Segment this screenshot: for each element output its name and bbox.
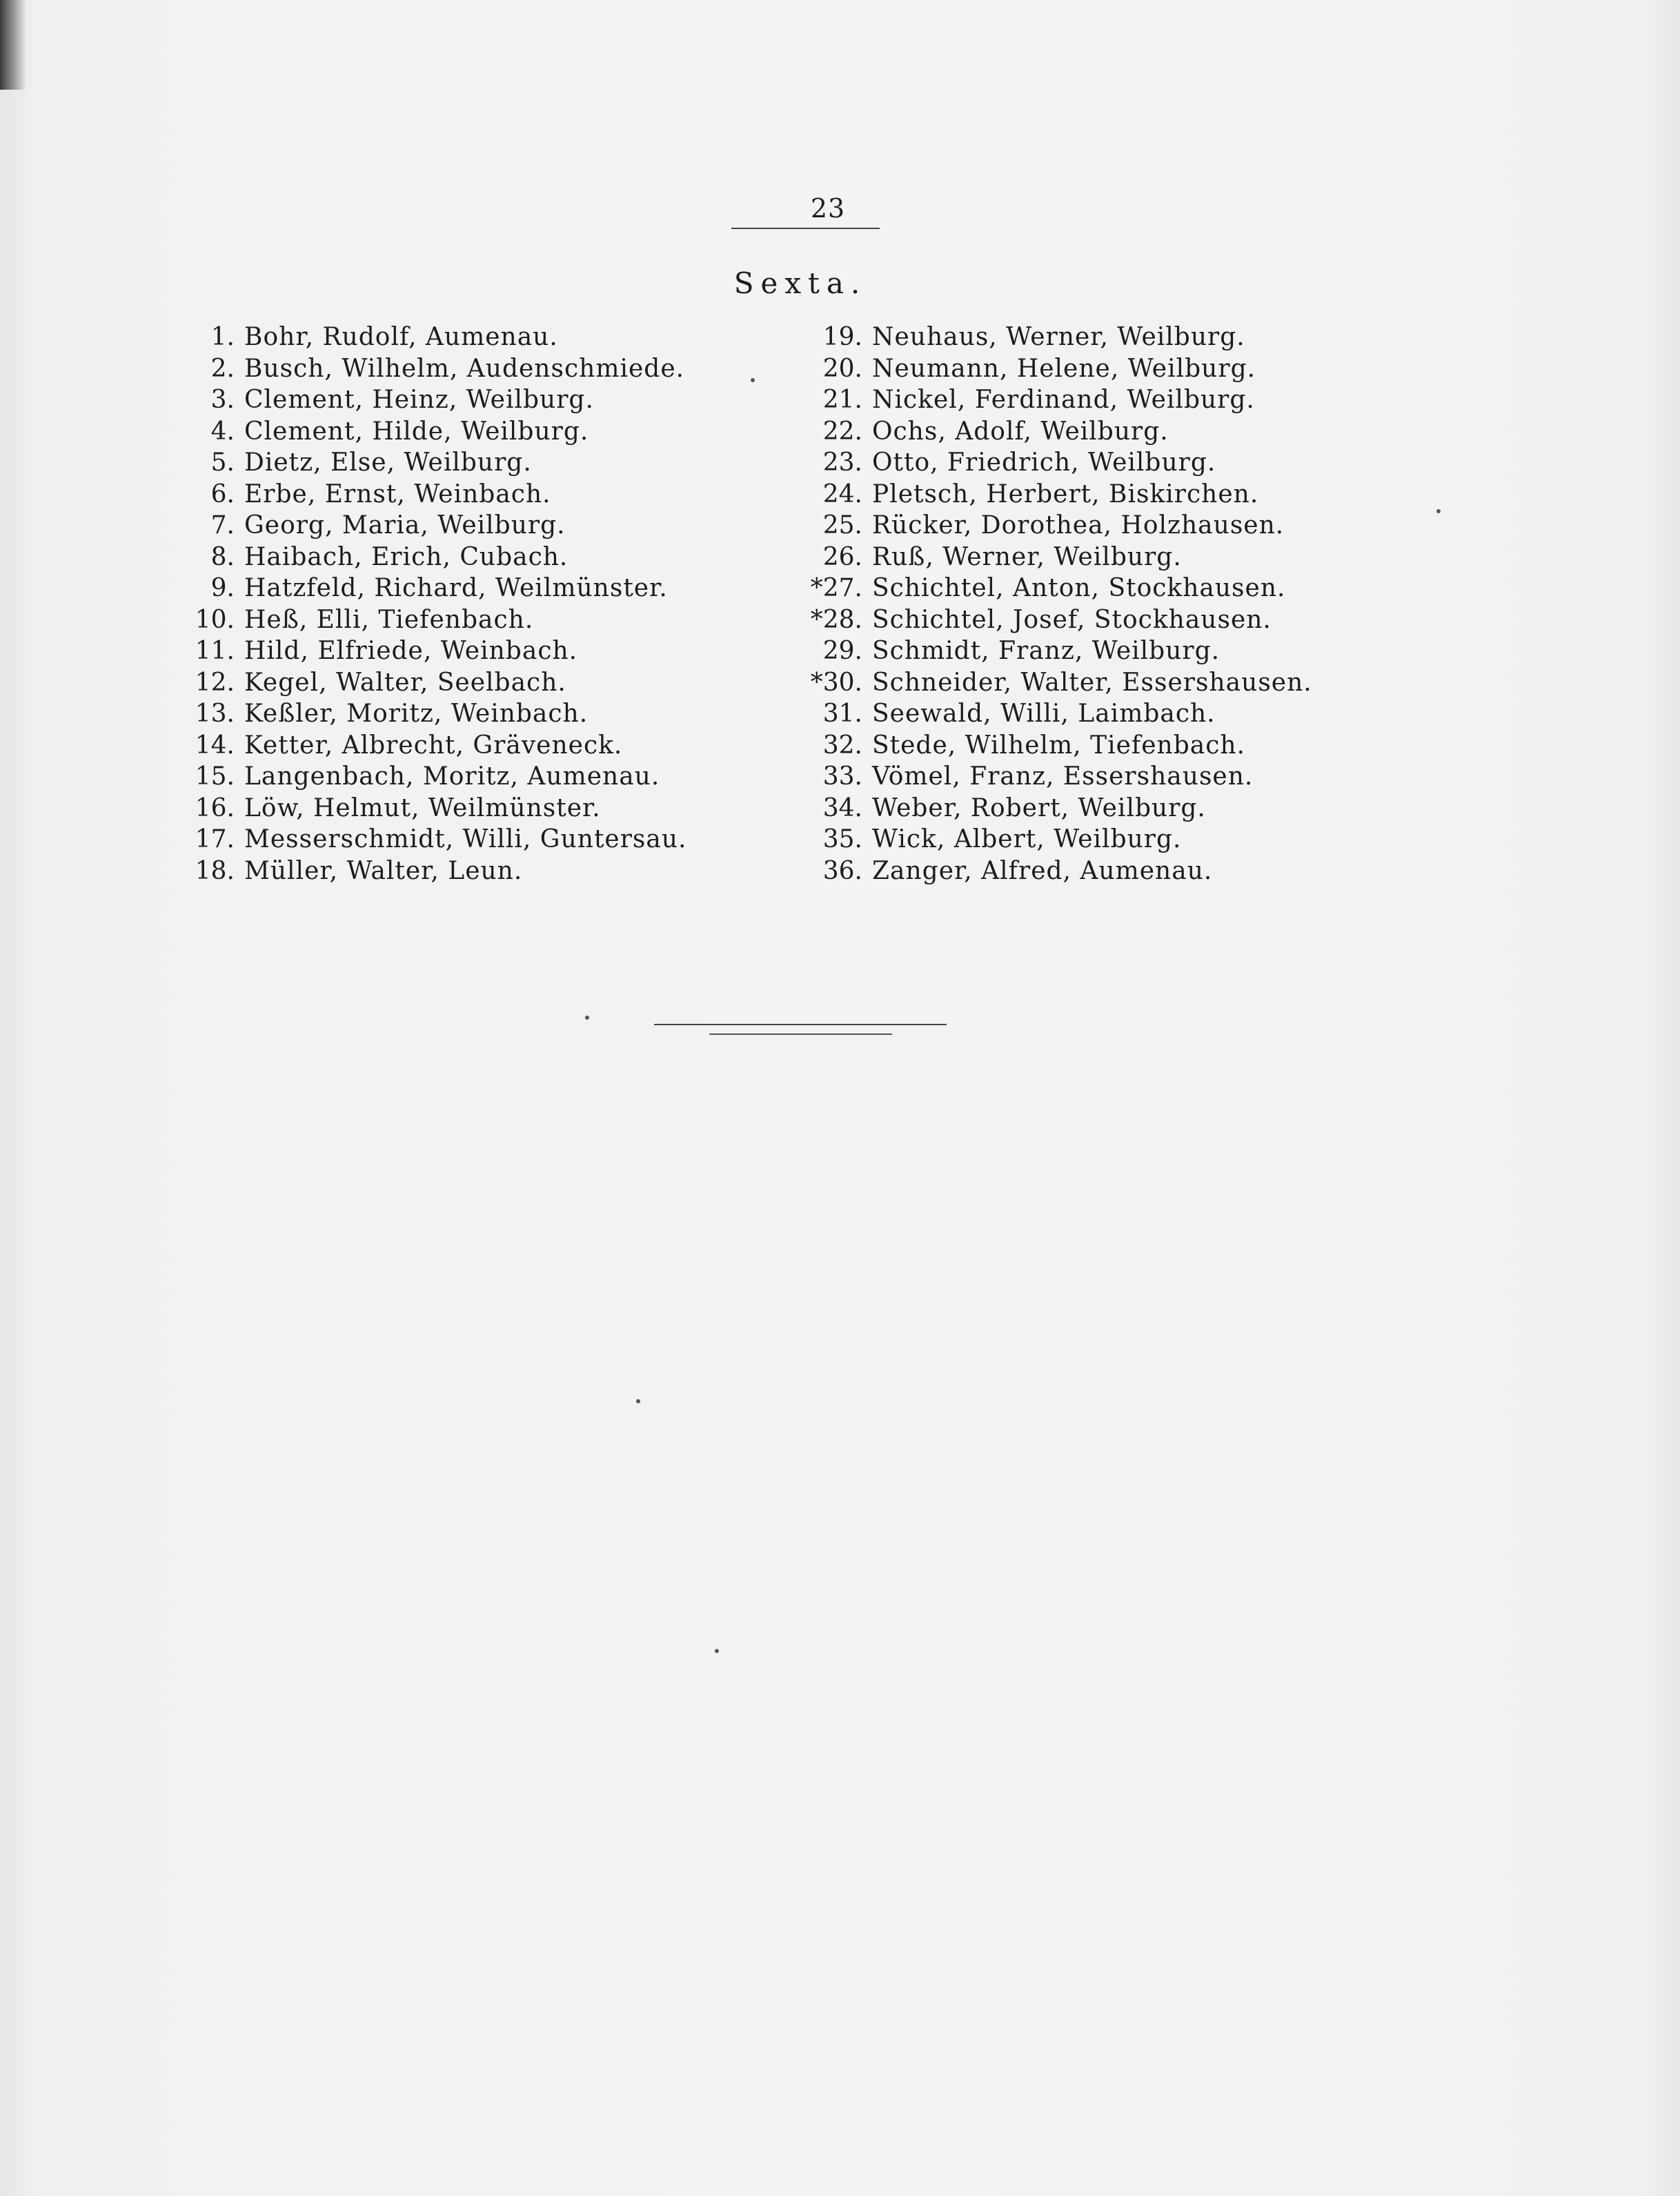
student-entry: [793, 855, 1312, 887]
entry-number: 1.: [210, 323, 235, 351]
student-entry: [793, 384, 1312, 416]
student-list-right: [793, 322, 1312, 887]
entry-name: Schichtel, Anton, Stockhausen.: [872, 574, 1286, 602]
student-entry: [793, 667, 1312, 699]
entry-name: Heß, Elli, Tiefenbach.: [244, 605, 534, 634]
student-entry: [166, 855, 687, 887]
entry-name: Haibach, Erich, Cubach.: [244, 542, 569, 571]
entry-number: 26.: [822, 542, 862, 571]
entry-number: 17.: [195, 825, 235, 853]
entry-name: Messerschmidt, Willi, Guntersau.: [244, 825, 687, 853]
paper-speck: [751, 378, 755, 382]
entry-name: Busch, Wilhelm, Audenschmiede.: [244, 354, 685, 383]
student-entry: [793, 730, 1312, 762]
entry-name: Georg, Maria, Weilburg.: [244, 511, 566, 540]
entry-number: 35.: [822, 825, 862, 853]
closing-rule-short: [709, 1033, 892, 1035]
entry-number: 16.: [195, 793, 235, 822]
entry-number: 4.: [210, 417, 235, 446]
entry-number: 11.: [195, 637, 235, 665]
entry-name: Zanger, Alfred, Aumenau.: [872, 856, 1213, 885]
entry-number: 25.: [822, 511, 862, 540]
paper-speck: [585, 1016, 589, 1020]
student-entry: [166, 384, 687, 416]
entry-name: Schneider, Walter, Essershausen.: [872, 668, 1312, 697]
entry-number: *30.: [810, 668, 862, 697]
entry-number: 29.: [822, 637, 862, 665]
student-entry: [166, 416, 687, 448]
entry-number: 33.: [822, 762, 862, 791]
student-entry: [793, 510, 1312, 542]
entry-number: 8.: [210, 542, 235, 571]
student-entry: [793, 793, 1312, 824]
binding-edge-mark: [0, 0, 26, 90]
student-entry: [793, 542, 1312, 573]
entry-name: Schmidt, Franz, Weilburg.: [872, 637, 1221, 665]
student-entry: [166, 322, 687, 353]
student-entry: [793, 353, 1312, 385]
student-entry: [166, 824, 687, 855]
entry-number: 32.: [822, 731, 862, 760]
student-entry: [166, 667, 687, 699]
student-entry: [166, 573, 687, 604]
entry-number: *28.: [810, 605, 862, 634]
student-entry: [166, 761, 687, 793]
student-entry: [166, 447, 687, 479]
entry-name: Keßler, Moritz, Weinbach.: [244, 700, 589, 728]
entry-number: 22.: [822, 417, 862, 446]
entry-name: Nickel, Ferdinand, Weilburg.: [872, 386, 1255, 414]
entry-name: Rücker, Dorothea, Holzhausen.: [872, 511, 1285, 540]
entry-name: Löw, Helmut, Weilmünster.: [244, 793, 601, 822]
student-entry: [166, 698, 687, 730]
entry-name: Erbe, Ernst, Weinbach.: [244, 479, 551, 508]
entry-name: Hild, Elfriede, Weinbach.: [244, 637, 578, 665]
entry-name: Ketter, Albrecht, Gräveneck.: [244, 731, 623, 760]
student-entry: [166, 542, 687, 573]
entry-number: 12.: [195, 668, 235, 697]
student-list-left: [166, 322, 687, 887]
entry-name: Stede, Wilhelm, Tiefenbach.: [872, 731, 1246, 760]
entry-name: Hatzfeld, Richard, Weilmünster.: [244, 574, 668, 602]
student-entry: [793, 447, 1312, 479]
page-number: 23: [810, 193, 846, 224]
entry-name: Kegel, Walter, Seelbach.: [244, 668, 566, 697]
student-entry: [166, 353, 687, 385]
entry-number: 21.: [822, 386, 862, 414]
entry-number: 19.: [822, 323, 862, 351]
entry-name: Ochs, Adolf, Weilburg.: [872, 417, 1169, 446]
entry-name: Weber, Robert, Weilburg.: [872, 793, 1206, 822]
entry-number: 5.: [210, 448, 235, 477]
student-entry: [166, 479, 687, 511]
student-entry: [793, 824, 1312, 855]
entry-name: Clement, Hilde, Weilburg.: [244, 417, 589, 446]
paper-speck: [1436, 509, 1441, 513]
student-entry: [793, 322, 1312, 353]
student-entry: [166, 635, 687, 667]
entry-name: Ruß, Werner, Weilburg.: [872, 542, 1182, 571]
entry-name: Schichtel, Josef, Stockhausen.: [872, 605, 1272, 634]
student-entry: [793, 573, 1312, 604]
entry-name: Otto, Friedrich, Weilburg.: [872, 448, 1216, 477]
student-entry: [166, 510, 687, 542]
entry-number: 2.: [210, 354, 235, 383]
entry-number: *27.: [810, 574, 862, 602]
closing-rule-long: [654, 1024, 947, 1025]
entry-name: Dietz, Else, Weilburg.: [244, 448, 532, 477]
entry-name: Pletsch, Herbert, Biskirchen.: [872, 479, 1259, 508]
entry-number: 10.: [195, 605, 235, 634]
entry-number: 14.: [195, 731, 235, 760]
student-entry: [166, 604, 687, 636]
entry-name: Wick, Albert, Weilburg.: [872, 825, 1182, 853]
entry-number: 13.: [195, 700, 235, 728]
entry-number: 24.: [822, 479, 862, 508]
entry-name: Bohr, Rudolf, Aumenau.: [244, 323, 558, 351]
student-entry: [166, 793, 687, 824]
entry-number: 15.: [195, 762, 235, 791]
student-entry: [793, 479, 1312, 511]
entry-number: 3.: [210, 386, 235, 414]
entry-name: Neumann, Helene, Weilburg.: [872, 354, 1256, 383]
entry-number: 6.: [210, 479, 235, 508]
student-entry: [793, 698, 1312, 730]
entry-number: 9.: [210, 574, 235, 602]
section-title: Sexta.: [733, 266, 867, 300]
entry-name: Müller, Walter, Leun.: [244, 856, 523, 885]
entry-number: 20.: [822, 354, 862, 383]
entry-number: 18.: [195, 856, 235, 885]
entry-number: 23.: [822, 448, 862, 477]
student-entry: [793, 416, 1312, 448]
paper-speck: [715, 1649, 719, 1653]
entry-number: 31.: [822, 700, 862, 728]
entry-name: Clement, Heinz, Weilburg.: [244, 386, 594, 414]
student-entry: [793, 635, 1312, 667]
student-entry: [166, 730, 687, 762]
entry-name: Seewald, Willi, Laimbach.: [872, 700, 1216, 728]
entry-number: 36.: [822, 856, 862, 885]
entry-number: 34.: [822, 793, 862, 822]
student-entry: [793, 761, 1312, 793]
entry-name: Neuhaus, Werner, Weilburg.: [872, 323, 1245, 351]
page-number-rule: [731, 228, 880, 229]
student-entry: [793, 604, 1312, 636]
paper-speck: [636, 1399, 640, 1403]
entry-number: 7.: [210, 511, 235, 540]
entry-name: Vömel, Franz, Essershausen.: [872, 762, 1254, 791]
entry-name: Langenbach, Moritz, Aumenau.: [244, 762, 660, 791]
